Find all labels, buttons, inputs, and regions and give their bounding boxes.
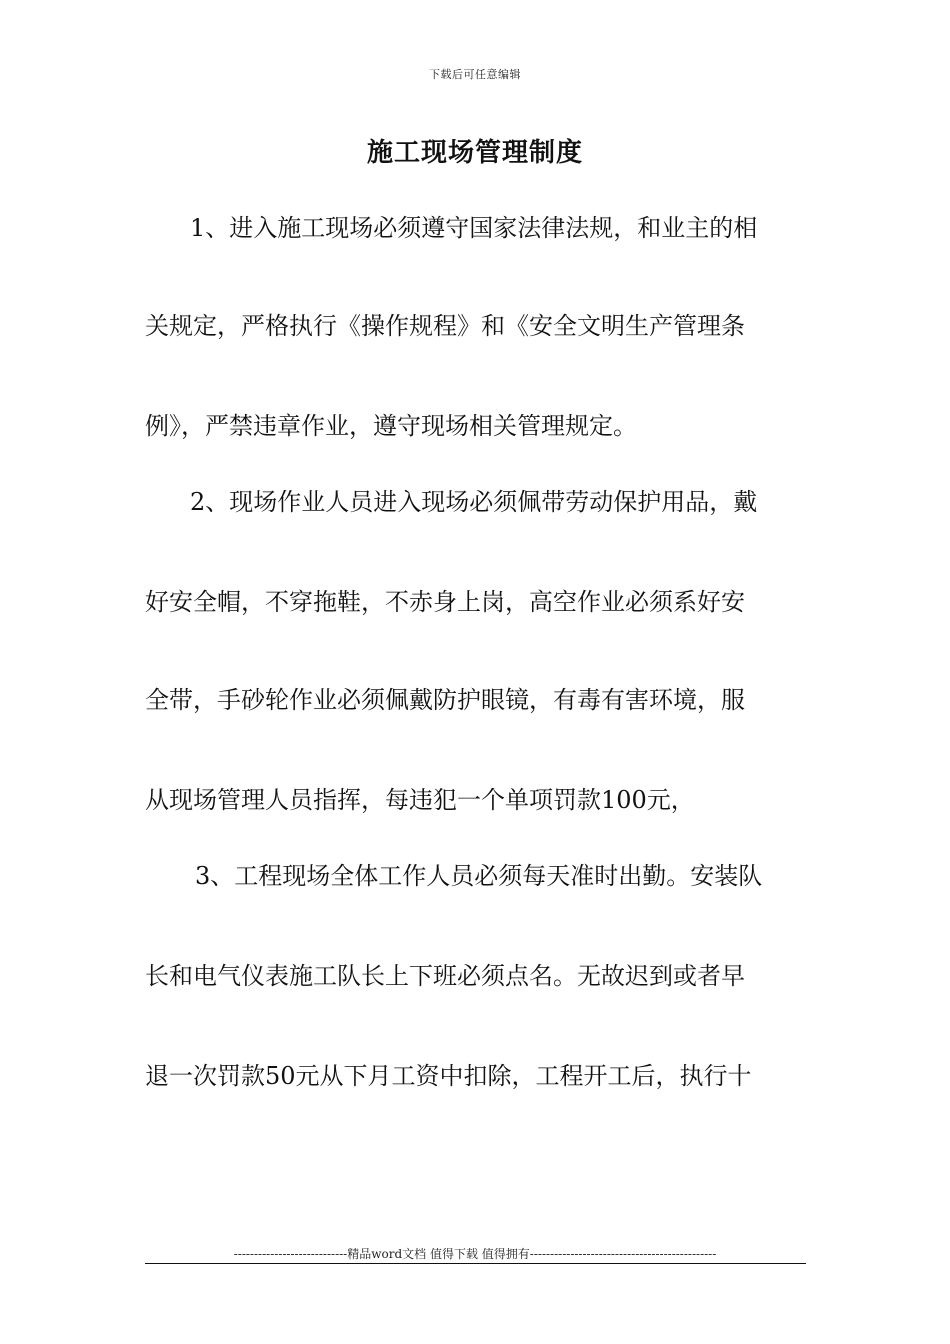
- paragraph-line-5: 好安全帽，不穿拖鞋，不赤身上岗，高空作业必须系好安: [145, 588, 745, 616]
- header-note: 下载后可任意编辑: [429, 68, 521, 81]
- paragraph-line-10: 退一次罚款50元从下月工资中扣除，工程开工后，执行十: [145, 1062, 752, 1090]
- footer-divider: [145, 1263, 806, 1264]
- paragraph-line-1: 1、进入施工现场必须遵守国家法律法规，和业主的相: [190, 214, 758, 242]
- document-title: 施工现场管理制度: [366, 138, 583, 168]
- paragraph-line-4: 2、现场作业人员进入现场必须佩带劳动保护用品，戴: [190, 488, 758, 516]
- footer-text: ----------------------------精品word文档 值得下载 值得拥有----------------------------------------------: [233, 1247, 717, 1261]
- paragraph-line-8: 3、工程现场全体工作人员必须每天准时出勤。安装队: [195, 862, 763, 890]
- paragraph-line-3: 例》，严禁违章作业，遵守现场相关管理规定。: [145, 412, 637, 440]
- paragraph-line-6: 全带，手砂轮作业必须佩戴防护眼镜，有毒有害环境，服: [145, 686, 745, 714]
- paragraph-line-2: 关规定，严格执行《操作规程》和《安全文明生产管理条: [145, 312, 745, 340]
- paragraph-line-9: 长和电气仪表施工队长上下班必须点名。无故迟到或者早: [145, 962, 745, 990]
- paragraph-line-7: 从现场管理人员指挥，每违犯一个单项罚款100元，: [145, 786, 695, 814]
